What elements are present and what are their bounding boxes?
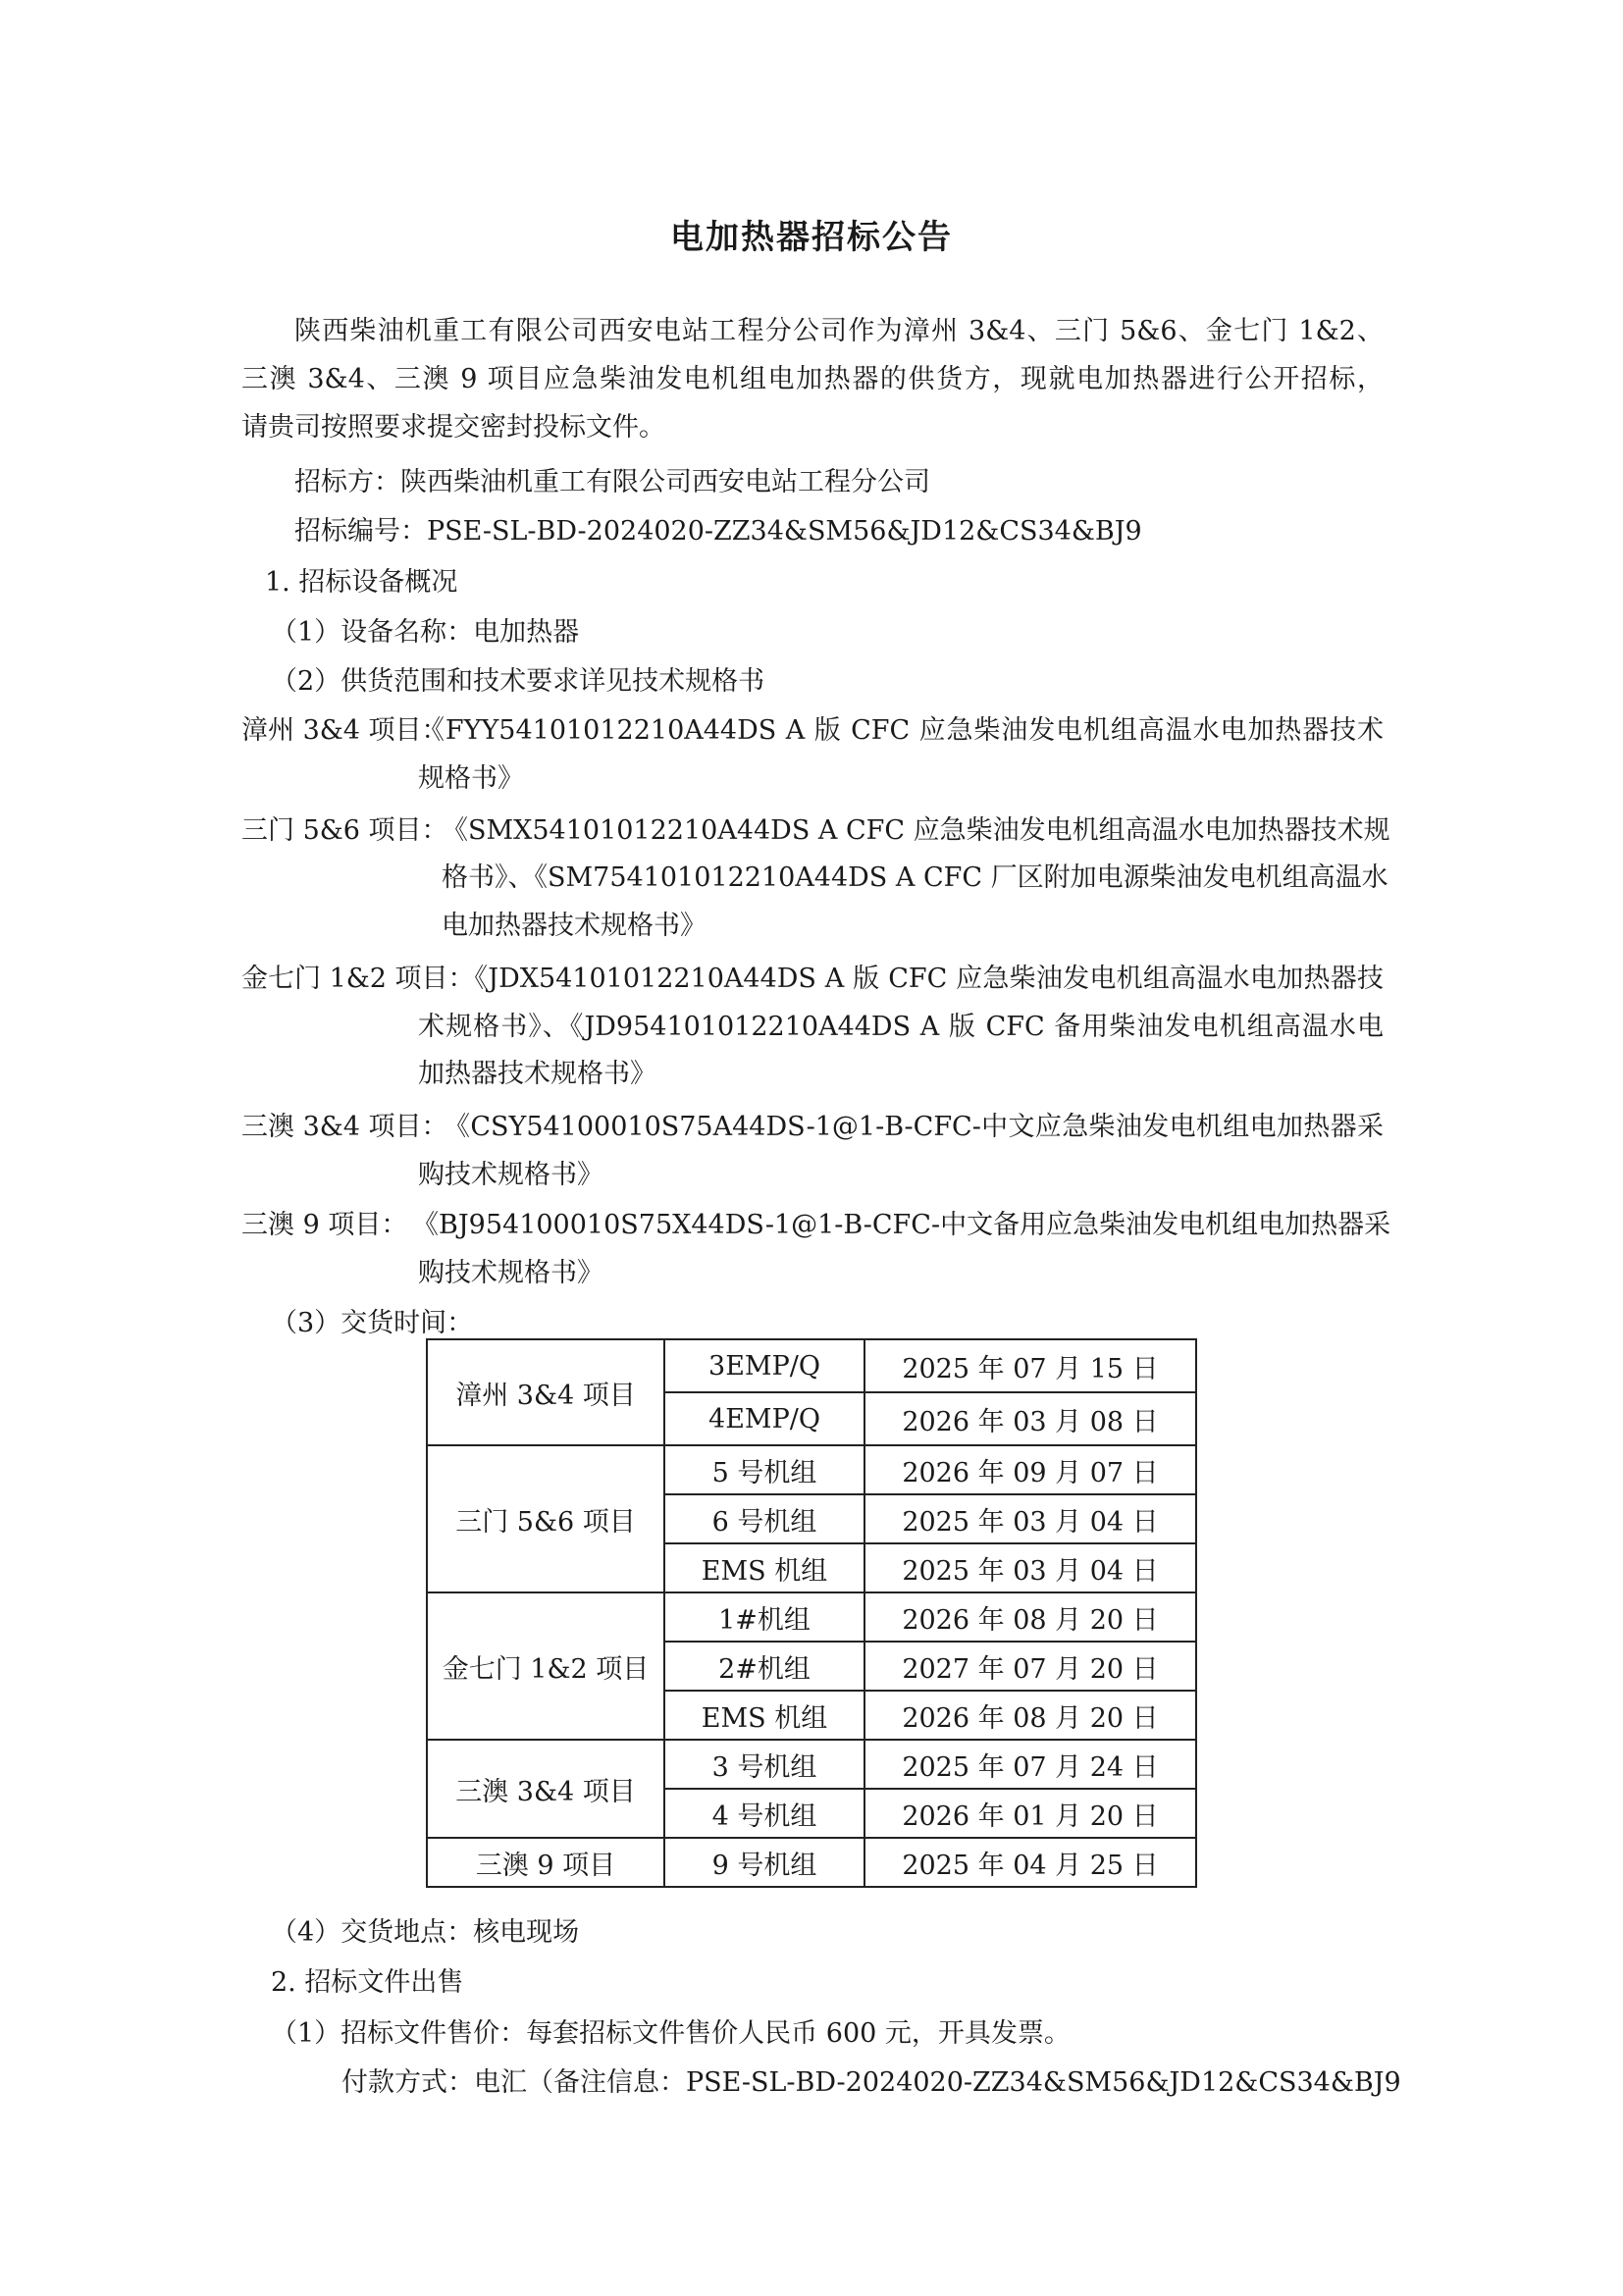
project-cell: 金七门 1&2 项目: [427, 1592, 664, 1740]
unit-cell: 9 号机组: [664, 1838, 864, 1887]
project-cell: 三澳 3&4 项目: [427, 1740, 664, 1838]
date-cell: 2025 年 03 月 04 日: [864, 1543, 1196, 1592]
spec-jinqimen-prefix: 金七门 1&2 项目：: [241, 964, 475, 994]
intro-line-3: 请贵司按照要求提交密封投标文件。: [241, 412, 665, 443]
date-cell: 2026 年 01 月 20 日: [864, 1789, 1196, 1838]
date-cell: 2025 年 04 月 25 日: [864, 1838, 1196, 1887]
spec-zhangzhou-prefix: 漳州 3&4 项目：: [241, 715, 448, 746]
spec-sanao9-prefix: 三澳 9 项目：: [241, 1210, 408, 1240]
table-row: [427, 1740, 1196, 1789]
section-1-heading: 1. 招标设备概况: [265, 567, 458, 598]
spec-sanmen-prefix: 三门 5&6 项目：: [241, 815, 448, 846]
date-cell: 2025 年 03 月 04 日: [864, 1494, 1196, 1543]
spec-zhangzhou-line-2: 规格书》: [418, 763, 524, 794]
unit-cell: 1#机组: [664, 1592, 864, 1642]
unit-cell: 3 号机组: [664, 1740, 864, 1789]
unit-cell: EMS 机组: [664, 1543, 864, 1592]
spec-sanao34-line-1: 《CSY54100010S75A44DS-1@1-B-CFC-中文应急柴油发电机组电加热器采: [444, 1112, 1384, 1142]
spec-sanao9-line-2: 购技术规格书》: [418, 1258, 603, 1288]
project-cell: 漳州 3&4 项目: [427, 1339, 664, 1445]
date-cell: 2027 年 07 月 20 日: [864, 1642, 1196, 1691]
table-row: [427, 1445, 1196, 1494]
table-row: [427, 1339, 1196, 1392]
unit-cell: 4 号机组: [664, 1789, 864, 1838]
unit-cell: 3EMP/Q: [664, 1339, 864, 1392]
unit-cell: 5 号机组: [664, 1445, 864, 1494]
table-row: [427, 1838, 1196, 1887]
spec-sanao34-prefix: 三澳 3&4 项目：: [241, 1112, 448, 1142]
spec-jinqimen-line-1: 《JDX54101012210A44DS A 版 CFC 应急柴油发电机组高温水电加热器技: [461, 964, 1384, 994]
project-cell: 三门 5&6 项目: [427, 1445, 664, 1592]
spec-jinqimen-line-2: 术规格书》、《JD954101012210A44DS A 版 CFC 备用柴油发电机组高温水电: [418, 1012, 1384, 1042]
tenderer: 招标方：陕西柴油机重工有限公司西安电站工程分公司: [294, 467, 930, 497]
unit-cell: 6 号机组: [664, 1494, 864, 1543]
delivery-time-label: （3）交货时间：: [271, 1308, 474, 1338]
page-title: 电加热器招标公告: [670, 218, 953, 257]
intro-line-1: 陕西柴油机重工有限公司西安电站工程分公司作为漳州 3&4、三门 5&6、金七门 1&2、: [294, 316, 1384, 346]
spec-sanao34-line-2: 购技术规格书》: [418, 1160, 603, 1190]
equipment-name: （1）设备名称：电加热器: [271, 617, 580, 648]
unit-cell: 2#机组: [664, 1642, 864, 1691]
table-row: [427, 1592, 1196, 1642]
spec-sanmen-line-3: 电加热器技术规格书》: [442, 911, 707, 941]
spec-sanmen-line-1: 《SMX54101012210A44DS A CFC 应急柴油发电机组高温水电加热器技术规: [442, 815, 1390, 846]
date-cell: 2025 年 07 月 15 日: [864, 1339, 1196, 1392]
date-cell: 2026 年 03 月 08 日: [864, 1392, 1196, 1445]
spec-sanmen-line-2: 格书》、《SM754101012210A44DS A CFC 厂区附加电源柴油发电机组高温水: [442, 862, 1388, 893]
spec-sanao9-line-1: 《BJ954100010S75X44DS-1@1-B-CFC-中文备用应急柴油发电机组电加热器采: [412, 1210, 1391, 1240]
section-2-heading: 2. 招标文件出售: [271, 1967, 464, 1998]
unit-cell: 4EMP/Q: [664, 1392, 864, 1445]
unit-cell: EMS 机组: [664, 1691, 864, 1740]
delivery-location: （4）交货地点：核电现场: [271, 1917, 580, 1948]
tender-number: 招标编号：PSE-SL-BD-2024020-ZZ34&SM56&JD12&CS34&BJ9: [294, 516, 1142, 547]
date-cell: 2026 年 08 月 20 日: [864, 1592, 1196, 1642]
spec-zhangzhou-line-1: 《FYY54101012210A44DS A 版 CFC 应急柴油发电机组高温水电加热器技术: [418, 715, 1384, 746]
supply-scope: （2）供货范围和技术要求详见技术规格书: [271, 666, 765, 697]
payment-method: 付款方式：电汇（备注信息：PSE-SL-BD-2024020-ZZ34&SM56&JD12&CS34&BJ9: [341, 2067, 1401, 2098]
document-price: （1）招标文件售价：每套招标文件售价人民币 600 元，开具发票。: [271, 2018, 1071, 2049]
spec-jinqimen-line-3: 加热器技术规格书》: [418, 1059, 656, 1089]
date-cell: 2026 年 08 月 20 日: [864, 1691, 1196, 1740]
project-cell: 三澳 9 项目: [427, 1838, 664, 1887]
date-cell: 2026 年 09 月 07 日: [864, 1445, 1196, 1494]
intro-line-2: 三澳 3&4、三澳 9 项目应急柴油发电机组电加热器的供货方，现就电加热器进行公开招标，: [241, 364, 1384, 394]
date-cell: 2025 年 07 月 24 日: [864, 1740, 1196, 1789]
delivery-schedule-table: [426, 1338, 1197, 1888]
